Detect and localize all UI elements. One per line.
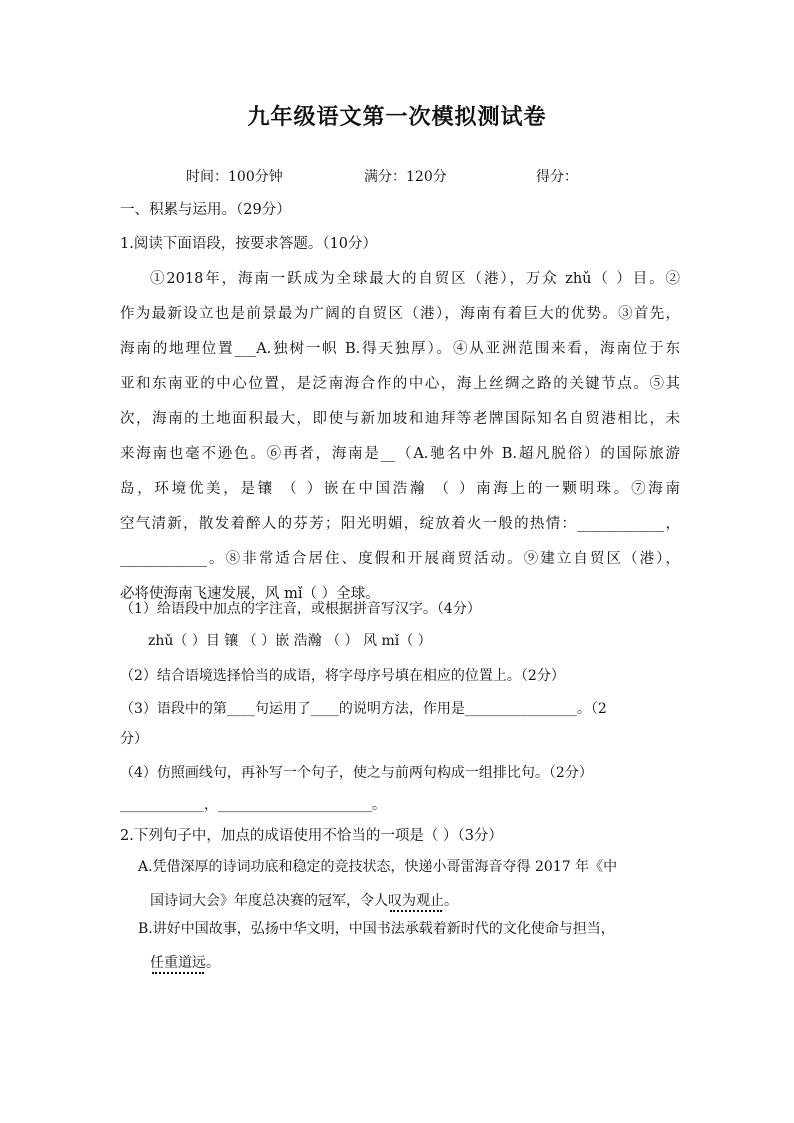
exam-score: 得分：	[536, 169, 578, 185]
sub-question-3: （3）语段中的第____句运用了____的说明方法，作用是________________。（2	[120, 701, 607, 717]
page-title: 九年级语文第一次模拟测试卷	[247, 104, 547, 130]
option-a-text: 国诗词大会》年度总决赛的冠军，令人	[150, 893, 388, 909]
passage-line: 次，海南的土地面积最大，即使与新加坡和迪拜等老牌国际知名自贸港相比，未	[120, 411, 680, 427]
option-b-end: 。	[206, 955, 220, 971]
question-1-heading: 1.阅读下面语段，按要求答题。（10分）	[120, 236, 378, 252]
option-b-line: B.讲好中国故事，弘扬中华文明，中国书法承载着新时代的文化使命与担当，	[138, 921, 615, 937]
passage-line: 海南的地理位置___A.独树一帜 B.得天独厚）。④从亚洲范围来看，海南位于东	[120, 341, 680, 357]
option-b-line	[138, 946, 674, 980]
exam-full-score: 满分：120分	[364, 169, 447, 185]
sub-question-4: （4）仿照画线句，再补写一个句子，使之与前两句构成一组排比句。（2分）	[120, 765, 593, 781]
question-2-heading: 2.下列句子中，加点的成语使用不恰当的一项是（ ）（3分）	[120, 828, 503, 844]
passage-line: 岛，环境优美，是镶 （ ）嵌在中国浩瀚 （ ）南海上的一颗明珠。⑦海南	[120, 481, 680, 497]
sub-question-1: （1）给语段中加点的字注音，或根据拼音写汉字。（4分）	[120, 601, 481, 617]
question-2-option-a	[138, 850, 674, 918]
option-a-line: A.凭借深厚的诗词功底和稳定的竞技状态，快递小哥雷海音夺得 2017 年《中	[138, 859, 618, 875]
question-1-passage	[120, 262, 680, 612]
sub-question-1-answer: zhǔ（ ）目 镶 （ ）嵌 浩瀚 （ ） 风 mǐ（ ）	[148, 633, 432, 649]
passage-line: ①2018年，海南一跃成为全球最大的自贸区（港），万众 zhǔ（ ）目。②	[150, 271, 680, 287]
passage-line: 必将使海南飞速发展，风 mǐ（ ）全球。	[120, 586, 380, 602]
sub-question-3-cont: 分）	[120, 731, 148, 747]
sub-question-4-answer: ____________，______________________。	[120, 797, 386, 813]
dotted-idiom: 叹为观止	[388, 893, 444, 909]
passage-line: 来海南也毫不逊色。⑥再者，海南是__（A.驰名中外 B.超凡脱俗）的国际旅游	[120, 446, 680, 462]
passage-line: 空气清新，散发着醉人的芬芳；阳光明媚，绽放着火一般的热情：____________，	[120, 516, 680, 532]
passage-line: ____________。⑧非常适合居住、度假和开展商贸活动。⑨建立自贸区（港），	[120, 551, 680, 567]
passage-line: 亚和东南亚的中心位置，是泛南海合作的中心，海上丝绸之路的关键节点。⑤其	[120, 376, 680, 392]
question-2-option-b	[138, 912, 674, 980]
section-heading: 一、积累与运用。（29分）	[120, 202, 291, 218]
exam-time: 时间：100分钟	[186, 169, 283, 185]
sub-question-2: （2）结合语境选择恰当的成语，将字母序号填在相应的位置上。（2分）	[120, 668, 565, 684]
dotted-idiom: 任重道远	[150, 955, 206, 971]
passage-line: 作为最新设立也是前景最为广阔的自贸区（港），海南有着巨大的优势。③首先，	[120, 306, 680, 322]
option-a-end: 。	[444, 893, 458, 909]
